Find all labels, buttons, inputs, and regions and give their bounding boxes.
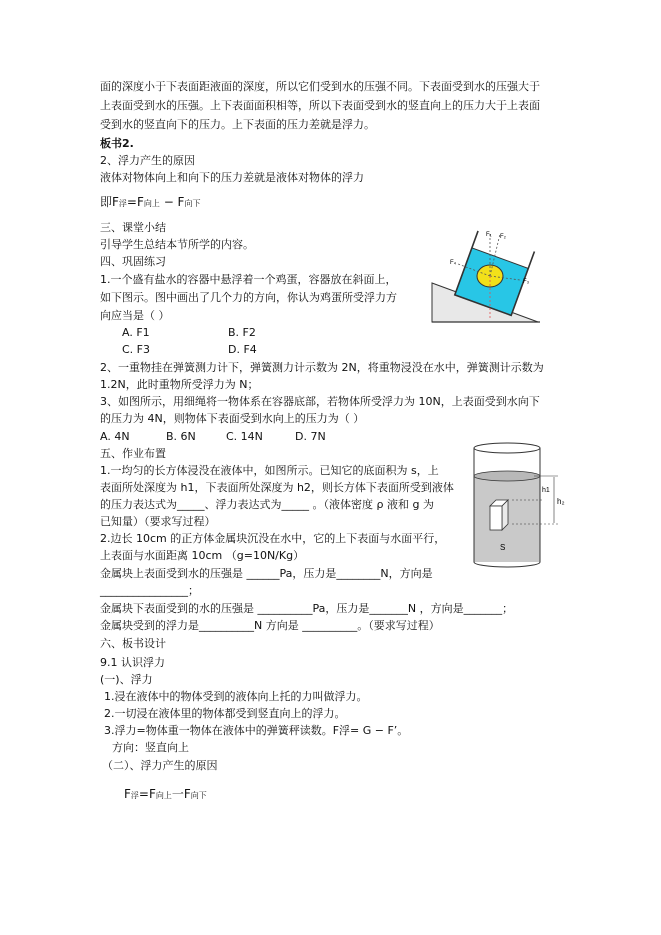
q3-option-d: D. 7N <box>295 430 326 443</box>
hw1-line-2: 表面所处深度为 h1，下表面所处深度为 h2，则长方体下表面所受到液体 <box>100 481 454 494</box>
q2-line-1: 2、一重物挂在弹簧测力计下，弹簧测力计示数为 2N，将重物浸没在水中，弹簧测计示数为 <box>100 361 544 374</box>
formula-minus: − F <box>159 195 185 209</box>
design-item-1: 1.浸在液体中的物体受到的液体向上托的力叫做浮力。 <box>104 690 368 703</box>
liquid-surface <box>474 471 540 481</box>
homework-heading: 五、作业布置 <box>100 447 166 460</box>
design-item-2: 2.一切浸在液体里的物体都受到竖直向上的浮力。 <box>104 707 346 720</box>
design-part1: (一)、浮力 <box>100 673 153 686</box>
summary-heading: 三、课堂小结 <box>100 221 166 234</box>
beaker-block-figure <box>468 440 578 570</box>
hw2-line-4: ________________； <box>100 584 199 597</box>
intro-line-1: 面的深度小于下表面距液面的深度，所以它们受到水的压强不同。下表面受到水的压强大于 <box>100 80 540 93</box>
q1-line-2: 如下图示。图中画出了几个力的方向，你认为鸡蛋所受浮力方 <box>100 291 397 304</box>
hw2-line-2: 上表面与水面距离 10cm （g=10N/Kg） <box>100 549 305 562</box>
formula-sub-down: 向下 <box>184 199 201 208</box>
q1-option-a: A. F1 <box>122 326 150 339</box>
q1-option-b: B. F2 <box>228 326 256 339</box>
design-part2: （二）、浮力产生的原因 <box>102 759 218 772</box>
design-title: 9.1 认识浮力 <box>100 656 165 669</box>
board2-formula <box>100 194 200 212</box>
board2-heading: 2、浮力产生的原因 <box>100 154 195 167</box>
f3-label: F₃ <box>523 279 530 285</box>
q3-option-b: B. 6N <box>166 430 196 443</box>
formula-sub-float: 浮 <box>118 199 127 208</box>
q1-line-1: 1.一个盛有盐水的容器中悬浮着一个鸡蛋，容器放在斜面上， <box>100 273 397 286</box>
formula-prefix: 即F <box>100 195 119 209</box>
f2-label: F₂ <box>500 234 506 240</box>
intro-line-2: 上表面受到水的压强。上下表面面积相等，所以下表面受到水的竖直向上的压力大于上表面 <box>100 99 540 112</box>
formula-sub-up: 向上 <box>143 199 160 208</box>
intro-line-3: 受到水的竖直向下的压力。上下表面的压力差就是浮力。 <box>100 118 375 131</box>
design-formula-sub-float: 浮 <box>130 791 139 800</box>
beaker-base <box>474 562 540 567</box>
hw1-line-1: 1.一均匀的长方体浸没在液体中，如图所示。已知它的底面积为 s，上 <box>100 464 439 477</box>
formula-mid: =F <box>126 195 144 209</box>
design-formula <box>124 786 207 804</box>
design-direction: 方向：竖直向上 <box>112 741 189 754</box>
hw2-line-3: 金属块上表面受到水的压强是 ______Pa，压力是________N，方向是 <box>100 567 433 580</box>
h1-label: h1 <box>542 487 550 494</box>
design-item-3: 3.浮力=物体重一物体在液体中的弹簧秤读数。F浮= G − F’。 <box>104 724 409 737</box>
q3-line-1: 3、如图所示，用细绳将一物体系在容器底部，若物体所受浮力为 10N，上表面受到水向下 <box>100 395 540 408</box>
f4-label: F₄ <box>450 260 457 266</box>
q1-line-3: 向应当是（ ） <box>100 309 170 322</box>
incline-egg-figure <box>430 228 544 326</box>
summary-text: 引导学生总结本节所学的内容。 <box>100 238 254 251</box>
design-formula-prefix: F <box>124 787 131 801</box>
f1-label: F₁ <box>486 232 492 238</box>
hw2-line-6: 金属块受到的浮力是__________N 方向是 __________。（要求写过程） <box>100 619 440 632</box>
hw1-line-3: 的压力表达式为_____、浮力表达式为_____ 。（液体密度 ρ 液和 g 为 <box>100 498 434 511</box>
design-formula-sub-down: 向下 <box>190 791 207 800</box>
design-formula-mid: =F <box>138 787 156 801</box>
board2-title: 板书2. <box>100 137 134 150</box>
q2-line-2: 1.2N，此时重物所受浮力为 N； <box>100 378 259 391</box>
q1-option-c: C. F3 <box>122 343 150 356</box>
beaker-rim <box>474 443 540 453</box>
q1-option-d: D. F4 <box>228 343 257 356</box>
block-front <box>490 506 502 530</box>
h2-label: h₂ <box>557 497 565 506</box>
q3-line-2: 的压力为 4N，则物体下表面受到水向上的压力为（ ） <box>100 412 365 425</box>
practice-heading: 四、巩固练习 <box>100 255 166 268</box>
area-label: S <box>500 543 506 552</box>
design-formula-minus: 一F <box>171 787 191 801</box>
q3-option-a: A. 4N <box>100 430 130 443</box>
hw2-line-1: 2.边长 10cm 的正方体金属块沉没在水中，它的上下表面与水面平行， <box>100 532 446 545</box>
board2-definition: 液体对物体向上和向下的压力差就是液体对物体的浮力 <box>100 171 364 184</box>
q3-option-c: C. 14N <box>226 430 263 443</box>
design-heading: 六、板书设计 <box>100 637 166 650</box>
hw2-line-5: 金属块下表面受到的水的压强是 __________Pa，压力是_______N ，方向是_______； <box>100 602 514 615</box>
hw1-line-4: 已知量）（要求写过程） <box>100 515 216 528</box>
design-formula-sub-up: 向上 <box>155 791 172 800</box>
